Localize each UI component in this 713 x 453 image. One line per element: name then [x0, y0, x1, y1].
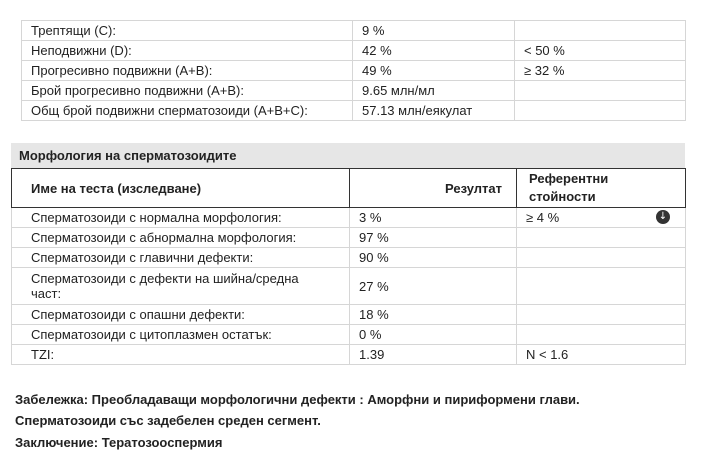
table-header-row — [12, 169, 686, 208]
test-name-line2: част: — [31, 286, 62, 301]
morphology-table — [11, 168, 686, 365]
test-name-cell: Сперматозоиди с абнормална морфология: — [12, 228, 350, 248]
result-cell: 9 % — [353, 21, 515, 41]
reference-cell — [517, 208, 686, 228]
column-header-test: Име на теста (изследване) — [12, 169, 350, 208]
result-cell: 0 % — [350, 325, 517, 345]
table-row — [12, 305, 686, 325]
test-name-line1: Сперматозоиди с дефекти на шийна/средна — [31, 271, 299, 286]
note-block — [15, 389, 695, 431]
test-name-cell: Сперматозоиди с нормална морфология: — [12, 208, 350, 228]
reference-cell: < 50 % — [515, 41, 686, 61]
result-cell: 9.65 млн/мл — [353, 81, 515, 101]
table-row — [22, 81, 686, 101]
reference-cell — [517, 268, 686, 305]
conclusion: Заключение: Тератозооспермия — [15, 435, 223, 450]
reference-cell — [517, 248, 686, 268]
table-row — [12, 325, 686, 345]
reference-cell — [515, 21, 686, 41]
reference-cell — [517, 228, 686, 248]
result-cell: 49 % — [353, 61, 515, 81]
test-name-cell: Сперматозоиди с цитоплазмен остатък: — [12, 325, 350, 345]
table-row — [12, 208, 686, 228]
test-name-cell: Брой прогресивно подвижни (A+B): — [22, 81, 353, 101]
table-row — [22, 41, 686, 61]
test-name-cell: TZI: — [12, 345, 350, 365]
table-row — [12, 268, 686, 305]
result-cell: 18 % — [350, 305, 517, 325]
reference-header-line2: стойности — [529, 189, 596, 204]
result-cell: 42 % — [353, 41, 515, 61]
result-cell: 90 % — [350, 248, 517, 268]
table-row — [22, 61, 686, 81]
morphology-heading: Морфология на сперматозоидите — [11, 143, 685, 168]
table-row — [22, 101, 686, 121]
note-line2: Сперматозоиди със задебелен среден сегмент. — [15, 413, 321, 428]
test-name-cell: Сперматозоиди с опашни дефекти: — [12, 305, 350, 325]
result-cell: 1.39 — [350, 345, 517, 365]
reference-cell — [517, 305, 686, 325]
motility-table — [21, 20, 686, 121]
reference-cell — [515, 101, 686, 121]
reference-cell — [515, 81, 686, 101]
test-name-cell: Трептящи (C): — [22, 21, 353, 41]
reference-header-line1: Референтни — [529, 171, 609, 186]
reference-cell: N < 1.6 — [517, 345, 686, 365]
arrow-down-icon[interactable]: ↓ — [656, 210, 670, 224]
table-row — [12, 345, 686, 365]
table-row — [22, 21, 686, 41]
reference-value: ≥ 4 % — [526, 210, 560, 225]
column-header-result: Резултат — [350, 169, 517, 208]
result-cell: 3 % — [350, 208, 517, 228]
column-header-reference — [517, 169, 686, 208]
test-name-cell: Прогресивно подвижни (A+B): — [22, 61, 353, 81]
note-line1: Забележка: Преобладаващи морфологични дефекти : Аморфни и пириформени глави. — [15, 392, 580, 407]
result-cell: 27 % — [350, 268, 517, 305]
reference-cell: ≥ 32 % — [515, 61, 686, 81]
reference-cell — [517, 325, 686, 345]
test-name-cell: Общ брой подвижни сперматозоиди (A+B+C): — [22, 101, 353, 121]
table-row — [12, 228, 686, 248]
result-cell: 97 % — [350, 228, 517, 248]
table-row — [12, 248, 686, 268]
test-name-cell: Неподвижни (D): — [22, 41, 353, 61]
test-name-cell — [12, 268, 350, 305]
result-cell: 57.13 млн/еякулат — [353, 101, 515, 121]
test-name-cell: Сперматозоиди с главични дефекти: — [12, 248, 350, 268]
